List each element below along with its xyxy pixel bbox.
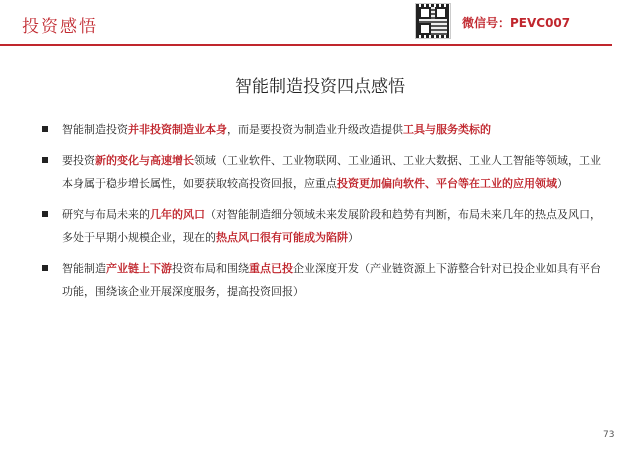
bullet-item xyxy=(42,203,602,249)
highlight-text: 重点已投 xyxy=(249,262,293,275)
highlight-text: 产业链上下游 xyxy=(106,262,172,275)
highlight-text: 新的变化与高速增长 xyxy=(95,154,194,167)
bullet-text: ，而是要投资为制造业升级改造提供 xyxy=(227,123,403,136)
bullet-text: 研究与布局未来的 xyxy=(62,208,150,221)
bullet-text: ） xyxy=(557,177,568,190)
slide-title: 智能制造投资四点感悟 xyxy=(235,77,405,97)
highlight-text: 工具与服务类标的 xyxy=(403,123,491,136)
bullet-item xyxy=(42,118,602,141)
bullet-square-icon xyxy=(42,157,48,163)
bullet-list xyxy=(42,118,602,311)
highlight-text: 热点风口很有可能成为陷阱 xyxy=(216,231,348,244)
bullet-text: 企业深度开发（产业链资源上下游整合针对已投企业如具有平台功能，围绕该企业开展深度服务，提高投资回报） xyxy=(62,262,601,298)
slide-header xyxy=(0,0,640,44)
bullet-text: 要投资 xyxy=(62,154,95,167)
bullet-text: 投资布局和围绕 xyxy=(172,262,249,275)
bullet-text: ） xyxy=(348,231,359,244)
header-title: 投资感悟 xyxy=(22,17,98,37)
bullet-square-icon xyxy=(42,265,48,271)
page-number: 73 xyxy=(603,430,615,440)
bullet-item xyxy=(42,149,602,195)
bullet-item xyxy=(42,257,602,303)
bullet-text: 智能制造 xyxy=(62,262,106,275)
highlight-text: 几年的风口 xyxy=(150,208,205,221)
bullet-square-icon xyxy=(42,211,48,217)
highlight-text: 投资更加偏向软件、平台等在工业的应用领域 xyxy=(337,177,557,190)
bullet-text: （对智能制造细分领域未来发展阶段和趋势有判断，布局未来几年的热点及风口，多处于早期小规模企业，现在的 xyxy=(62,208,601,244)
header-divider xyxy=(0,44,612,46)
qr-code-icon xyxy=(415,3,451,39)
bullet-square-icon xyxy=(42,126,48,132)
wechat-id: 微信号：PEVC007 xyxy=(462,16,571,30)
highlight-text: 并非投资制造业本身 xyxy=(128,123,227,136)
bullet-text: 领域（工业软件、工业物联网、工业通讯、工业大数据、工业人工智能等领域，工业本身属于稳步增长属性，如要获取较高投资回报，应重点 xyxy=(62,154,601,190)
bullet-text: 智能制造投资 xyxy=(62,123,128,136)
